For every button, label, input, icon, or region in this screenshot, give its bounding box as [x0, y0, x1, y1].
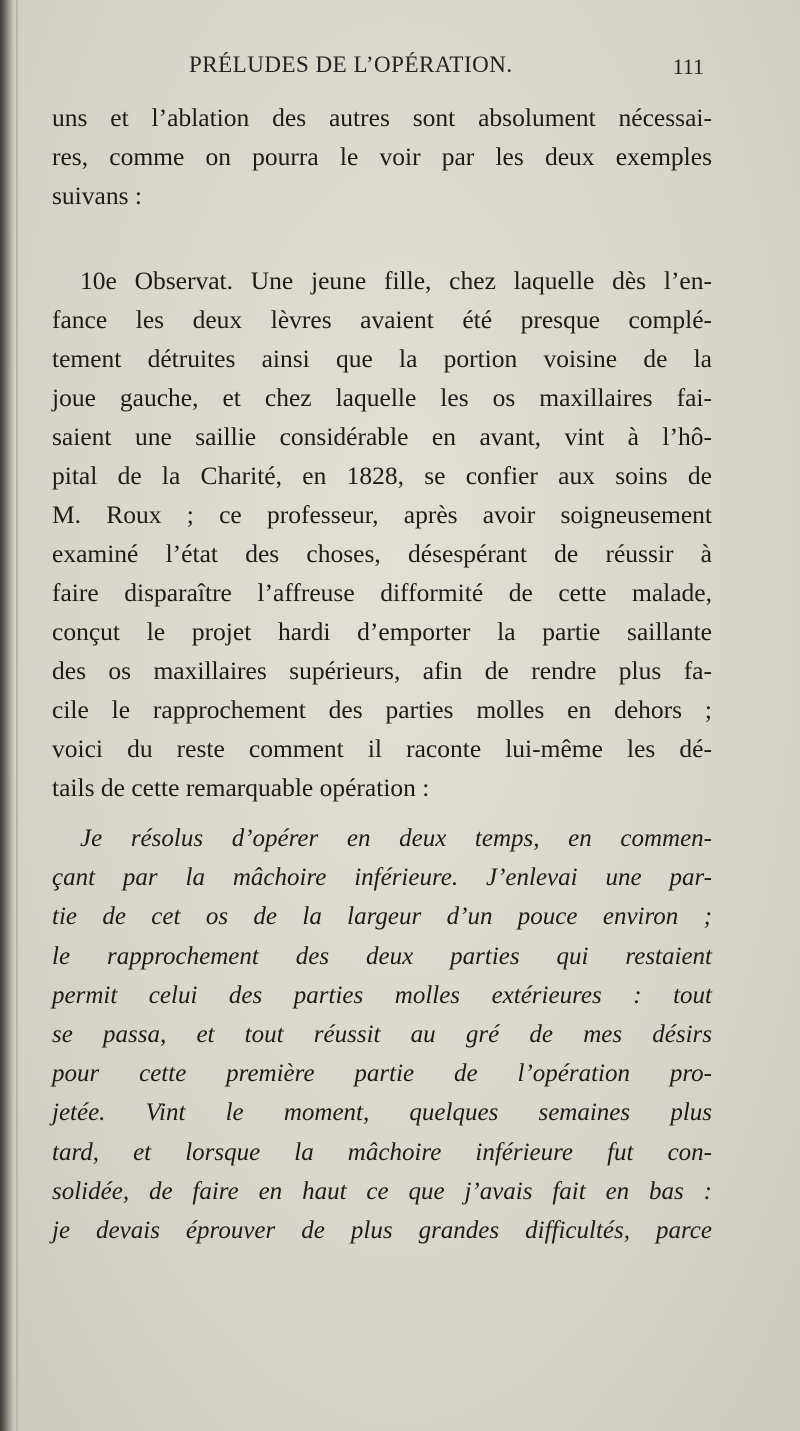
running-title: PRÉLUDES DE L’OPÉRATION.: [189, 52, 513, 77]
quote-line: tie de cet os de la largeur d’un pouce environ ;: [52, 903, 712, 931]
text-line: pital de la Charité, en 1828, se confier aux soins de: [52, 461, 712, 490]
quote-line: Je résolus d’opérer en deux temps, en commen-: [80, 825, 712, 852]
quote-line: le rapprochement des deux parties qui restaient: [52, 942, 712, 970]
text-line: suivans :: [52, 181, 142, 210]
quote-line: permit celui des parties molles extérieures : tout: [52, 981, 712, 1009]
text-line: tails de cette remarquable opération :: [52, 773, 430, 802]
text-line: saient une saillie considérable en avant, vint à l’hô-: [52, 422, 712, 451]
quote-line: çant par la mâchoire inférieure. J’enlevai une par-: [52, 864, 712, 892]
page-text: [52, 98, 712, 1250]
text-line: cile le rapprochement des parties molles en dehors ;: [52, 695, 712, 724]
quote-line: se passa, et tout réussit au gré de mes désirs: [52, 1020, 712, 1048]
text-line: uns et l’ablation des autres sont absolument nécessai-: [52, 103, 712, 132]
text-line: joue gauche, et chez laquelle les os maxillaires fai-: [52, 383, 712, 412]
running-head: [56, 52, 708, 86]
quote-line: pour cette première partie de l’opération pro-: [52, 1060, 712, 1088]
text-line: tement détruites ainsi que la portion voisine de la: [52, 344, 712, 373]
text-line: examiné l’état des choses, désespérant de réussir à: [52, 539, 712, 568]
page-gutter-shadow: [0, 0, 14, 1431]
quote-line: solidée, de faire en haut ce que j’avais fait en bas :: [52, 1177, 712, 1205]
quote-line: jetée. Vint le moment, quelques semaines plus: [52, 1099, 712, 1127]
paragraph-spacer: [52, 215, 712, 253]
quoted-passage: [52, 819, 712, 1250]
quote-line: je devais éprouver de plus grandes difficultés, parce: [52, 1216, 712, 1244]
text-line: faire disparaître l’affreuse difformité de cette malade,: [52, 578, 712, 607]
text-line: res, comme on pourra le voir par les deux exemples: [52, 142, 712, 171]
text-line: 10e Observat. Une jeune fille, chez laquelle dès l’en-: [80, 266, 712, 295]
page-number: 111: [672, 54, 704, 79]
text-line: des os maxillaires supérieurs, afin de rendre plus fa-: [52, 656, 712, 685]
paragraph-1: [52, 98, 712, 215]
text-line: fance les deux lèvres avaient été presque complé-: [52, 305, 712, 334]
quote-line: tard, et lorsque la mâchoire inférieure fut con-: [52, 1138, 712, 1166]
paragraph-2: [52, 261, 712, 807]
gutter-line: [16, 0, 18, 1431]
text-line: voici du reste comment il raconte lui-même les dé-: [52, 734, 712, 763]
text-line: M. Roux ; ce professeur, après avoir soigneusement: [52, 500, 712, 529]
text-line: conçut le projet hardi d’emporter la partie saillante: [52, 617, 712, 646]
